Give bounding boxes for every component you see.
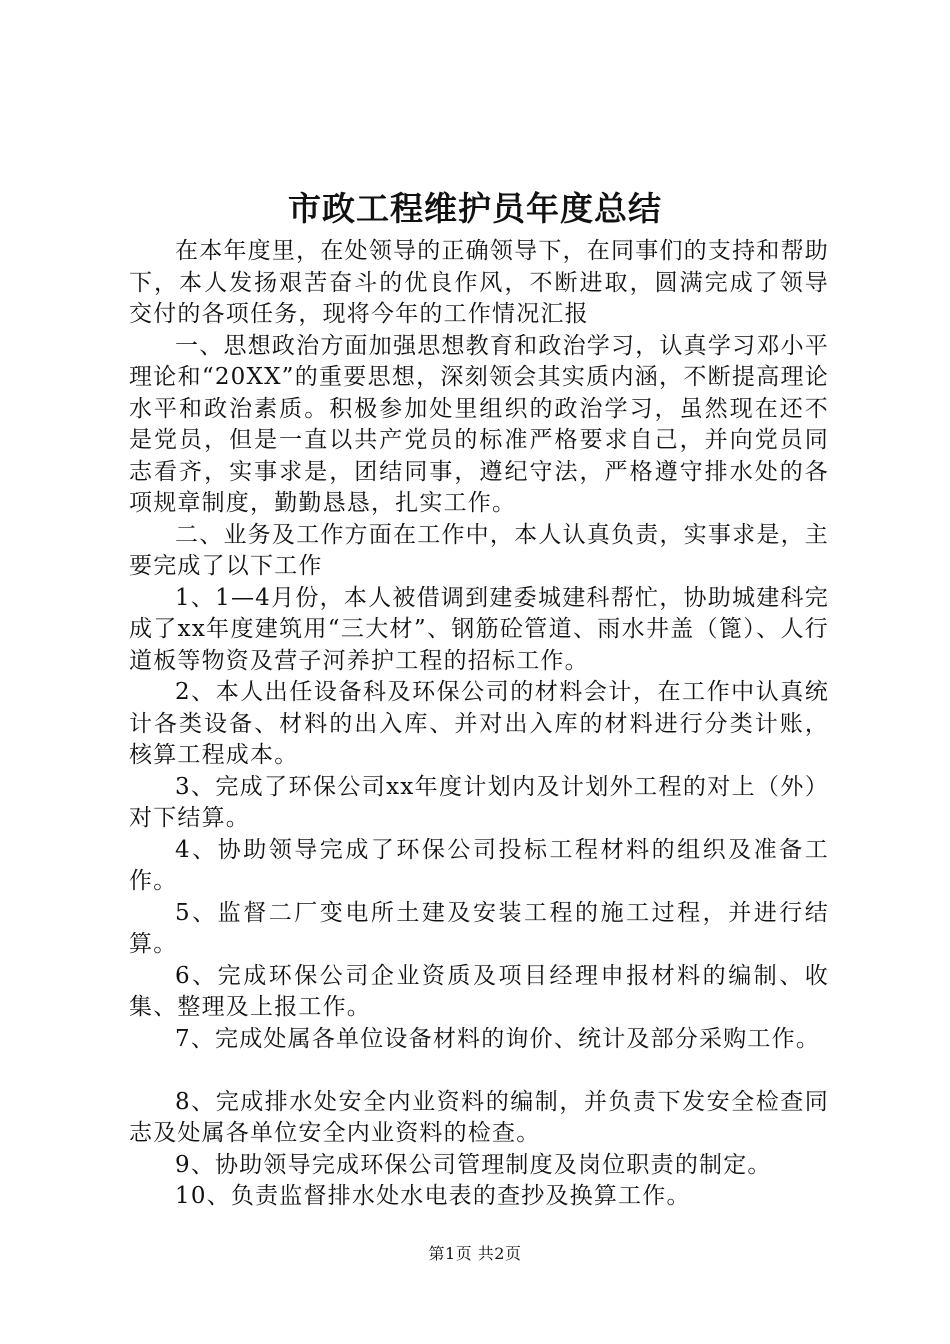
paragraph-item-4: 4、协助领导完成了环保公司投标工程材料的组织及准备工作。 <box>129 836 829 894</box>
paragraph-item-2: 2、本人出任设备科及环保公司的材料会计，在工作中认真统计各类设备、材料的出入库、并对出入库的材料进行分类计账，核算工程成本。 <box>129 679 829 768</box>
paragraph-item-8: 8、完成排水处安全内业资料的编制，并负责下发安全检查同志及处属各单位安全内业资料的检查。 <box>129 1088 829 1146</box>
paragraph-intro: 在本年度里，在处领导的正确领导下，在同事们的支持和帮助下，本人发扬艰苦奋斗的优良作风，不断进取，圆满完成了领导交付的各项任务，现将今年的工作情况汇报 <box>129 238 829 327</box>
document-title: 市政工程维护员年度总结 <box>288 189 662 228</box>
document-body <box>129 236 829 1213</box>
paragraph-item-5: 5、监督二厂变电所土建及安装工程的施工过程，并进行结算。 <box>129 899 829 957</box>
paragraph-item-3: 3、完成了环保公司xx年度计划内及计划外工程的对上（外）对下结算。 <box>129 773 829 831</box>
paragraph-political: 一、思想政治方面加强思想教育和政治学习，认真学习邓小平理论和“20XX”的重要思想，深刻领会其实质内涵，不断提高理论水平和政治素质。积极参加处里组织的政治学习，虽然现在还不是党员，但是一直以共产党员的标准严格要求自己，并向党员同志看齐，实事求是，团结同事，遵纪守法，严格遵守排水处的各项规章制度，勤勤恳恳，扎实工作。 <box>129 332 829 516</box>
paragraph-work-intro: 二、业务及工作方面在工作中，本人认真负责，实事求是，主要完成了以下工作 <box>129 521 829 579</box>
paragraph-item-9: 9、协助领导完成环保公司管理制度及岗位职责的制定。 <box>175 1151 772 1178</box>
paragraph-item-1: 1、1—4月份，本人被借调到建委城建科帮忙，协助城建科完成了xx年度建筑用“三大材”、钢筋砼管道、雨水井盖（篦）、人行道板等物资及营子河养护工程的招标工作。 <box>129 584 829 674</box>
paragraph-item-6: 6、完成环保公司企业资质及项目经理申报材料的编制、收集、整理及上报工作。 <box>129 962 829 1020</box>
paragraph-item-10: 10、负责监督排水处水电表的查抄及换算工作。 <box>175 1183 691 1209</box>
paragraph-item-7: 7、完成处属各单位设备材料的询价、统计及部分采购工作。 <box>175 1025 821 1052</box>
page-footer: 第1页 共2页 <box>428 1244 522 1263</box>
